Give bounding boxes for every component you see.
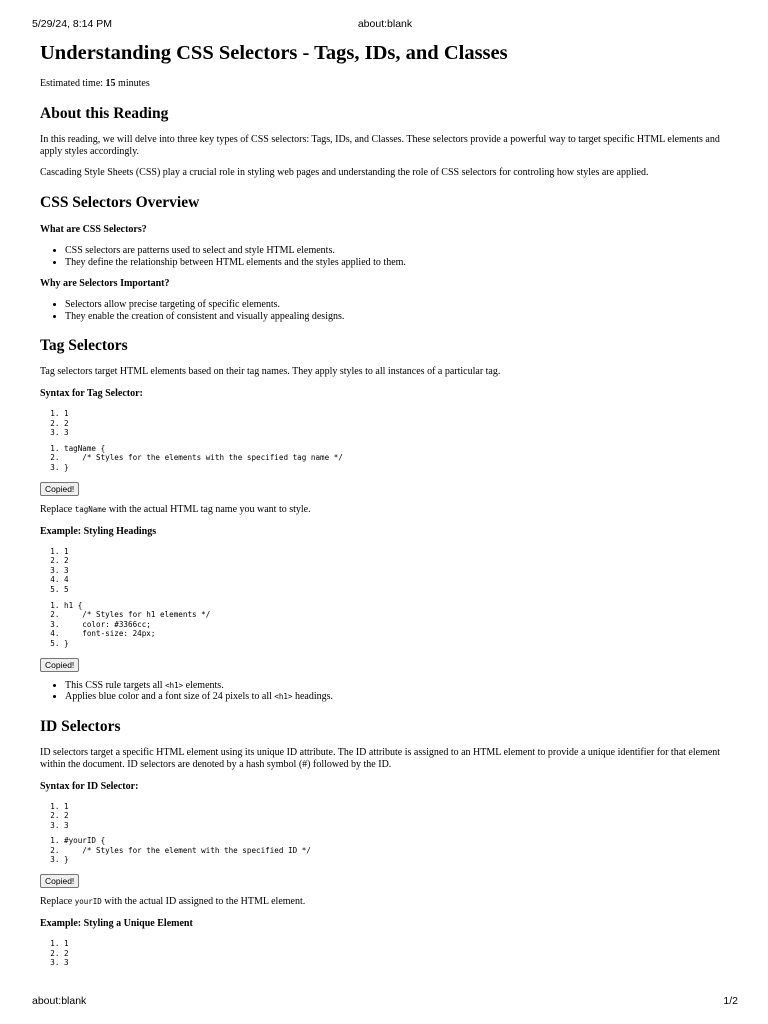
code-block: 1. tagName { 2. /* Styles for the elements with the specified tag name */ 3. } [40, 444, 728, 473]
id-syntax-heading: Syntax for ID Selector: [40, 780, 139, 792]
why-heading: Why are Selectors Important? [40, 278, 170, 289]
inline-code: yourID [74, 897, 102, 907]
print-url: about:blank [357, 18, 413, 30]
reading-content [40, 40, 728, 974]
inline-code: tagName [74, 504, 107, 514]
line-numbers: 1. 1 2. 2 3. 3 4. 4 5. 5 [40, 547, 728, 595]
id-intro: ID selectors target a specific HTML element using its unique ID attribute. The ID attribute is assigned to an HTML element to provide a unique identifier for that element within the document. ID selectors are denoted by a hash symbol (#) followed by the ID. [40, 746, 721, 770]
list-item: • They define the relationship between HTML elements and the styles applied to them. [65, 257, 728, 269]
inline-code: <h1> [274, 692, 293, 701]
print-footer-url: about:blank [32, 995, 87, 1007]
print-footer [32, 995, 738, 1009]
about-heading: About this Reading [40, 105, 169, 122]
tag-intro: Tag selectors target HTML elements based on their tag names. They apply styles to all instances of a particular tag. [40, 366, 501, 377]
line-numbers: 1. 1 2. 2 3. 3 [40, 802, 728, 831]
code-block: 1. #yourID { 2. /* Styles for the element with the specified ID */ 3. } [40, 836, 728, 865]
copy-button[interactable]: Copied! [40, 658, 79, 672]
about-paragraph-1: In this reading, we will delve into three key types of CSS selectors: Tags, IDs, and Classes. These selectors provide a powerful way to target specific HTML elements and apply styles accordingly. [40, 134, 720, 157]
inline-code: <h1> [165, 680, 184, 690]
what-heading: What are CSS Selectors? [40, 224, 147, 235]
line-numbers: 1. 1 2. 2 3. 3 [40, 409, 728, 438]
code-block: 1. h1 { 2. /* Styles for h1 elements */ 3. color: #3366cc; 4. font-size: 24px; 5. } [40, 601, 728, 649]
print-header [32, 18, 738, 32]
copy-button[interactable]: Copied! [40, 482, 79, 496]
list-item: • This CSS rule targets all <h1> elements. [65, 680, 728, 692]
tag-syntax-heading: Syntax for Tag Selector: [40, 388, 143, 399]
tag-selectors-heading: Tag Selectors [40, 337, 128, 354]
tag-example-heading: Example: Styling Headings [40, 525, 157, 537]
list-item: • They enable the creation of consistent and visually appealing designs. [65, 311, 728, 323]
id-selectors-heading: ID Selectors [40, 717, 121, 735]
what-list [40, 245, 728, 268]
overview-heading: CSS Selectors Overview [40, 194, 200, 211]
page-title: Understanding CSS Selectors - Tags, IDs, and Classes [40, 42, 508, 64]
line-numbers: 1. 1 2. 2 3. 3 [40, 939, 728, 968]
list-item: • Applies blue color and a font size of 24 pixels to all <h1> headings. [65, 691, 728, 703]
tag-replace-note: Replace tagName with the actual HTML tag name you want to style. [40, 503, 311, 515]
print-datetime: 5/29/24, 8:14 PM [32, 18, 112, 30]
id-replace-note: Replace yourID with the actual ID assigned to the HTML element. [40, 896, 306, 908]
estimated-time: Estimated time: 15 minutes [40, 78, 150, 89]
estimated-time-value: 15 [105, 78, 116, 89]
tag-example-notes [40, 680, 728, 703]
list-item: • Selectors allow precise targeting of specific elements. [65, 299, 728, 311]
list-item: • CSS selectors are patterns used to select and style HTML elements. [65, 245, 728, 257]
about-paragraph-2: Cascading Style Sheets (CSS) play a crucial role in styling web pages and understanding the role of CSS selectors for controling how styles are applied. [40, 167, 649, 178]
copy-button[interactable]: Copied! [40, 874, 79, 888]
page-number: 1/2 [723, 995, 738, 1007]
why-list [40, 299, 728, 322]
id-example-heading: Example: Styling a Unique Element [40, 918, 193, 930]
